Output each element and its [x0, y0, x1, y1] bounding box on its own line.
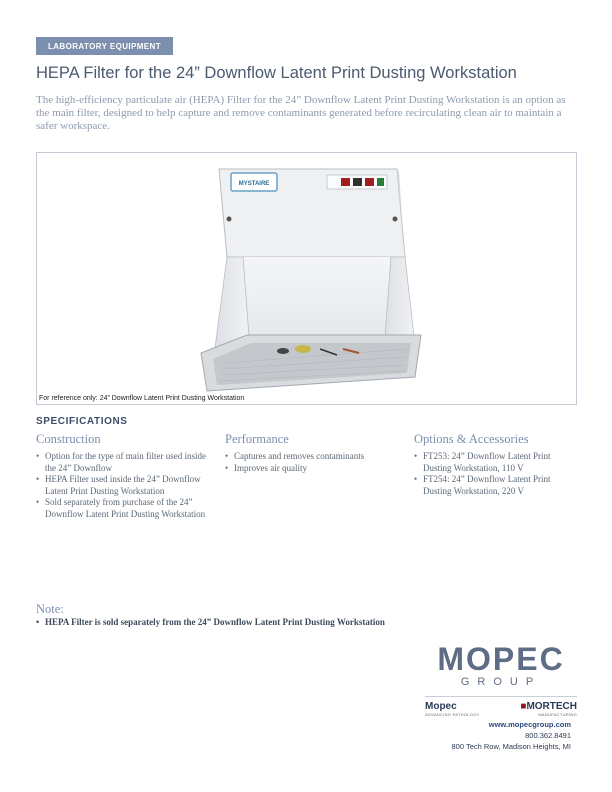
group-wordmark: GROUP	[460, 676, 542, 688]
mortech-logo: ■MORTECH MANUFACTURING	[520, 701, 577, 717]
category-tag: LABORATORY EQUIPMENT	[36, 37, 173, 55]
column-heading: Options & Accessories	[414, 432, 529, 446]
sub-logos	[425, 696, 577, 717]
phone-number: 800.362.8491	[525, 731, 571, 740]
intro-paragraph: The high-efficiency particulate air (HEPA) Filter for the 24” Downflow Latent Print Dusting Workstation is an option as the main filter, designed to help capture and remove contaminants generated before recirculating clean air to maintain a safer workspace.	[36, 94, 566, 132]
website-link[interactable]: www.mopecgroup.com	[488, 720, 571, 729]
options-column	[414, 432, 579, 497]
column-heading: Construction	[36, 432, 101, 446]
specifications-heading: SPECIFICATIONS	[36, 416, 128, 427]
mopec-sub-logo: Mopec ADVANCING PATHOLOGY	[425, 701, 480, 717]
list-item: • Option for the type of main filter used inside the 24” Downflow	[36, 451, 208, 474]
note-heading: Note:	[36, 602, 64, 616]
note-text: • HEPA Filter is sold separately from the 24” Downflow Latent Print Dusting Workstation	[36, 617, 385, 627]
brand-block	[425, 641, 577, 752]
product-figure	[36, 152, 577, 405]
performance-column	[225, 432, 375, 474]
mopec-logo: MOPEC	[437, 641, 565, 677]
address: 800 Tech Row, Madison Heights, MI	[451, 742, 571, 751]
column-heading: Performance	[225, 432, 289, 446]
list-item: • Sold separately from purchase of the 24” Downflow Latent Print Dusting Workstation	[36, 497, 208, 520]
construction-column	[36, 432, 208, 520]
figure-caption: For reference only: 24” Downflow Latent Print Dusting Workstation	[39, 395, 245, 402]
list-item: • FT254: 24” Downflow Latent Print Dusting Workstation, 220 V	[414, 474, 579, 497]
list-item: • FT253: 24” Downflow Latent Print Dusting Workstation, 110 V	[414, 451, 579, 474]
contact-info	[425, 719, 577, 752]
page-title: HEPA Filter for the 24” Downflow Latent Print Dusting Workstation	[36, 64, 517, 82]
list-item: • Improves air quality	[225, 463, 375, 475]
list-item: • HEPA Filter used inside the 24” Downflow Latent Print Dusting Workstation	[36, 474, 208, 497]
workstation-image	[37, 153, 576, 404]
panel-brand: MYSTAIRE	[238, 181, 270, 187]
list-item: • Captures and removes contaminants	[225, 451, 375, 463]
